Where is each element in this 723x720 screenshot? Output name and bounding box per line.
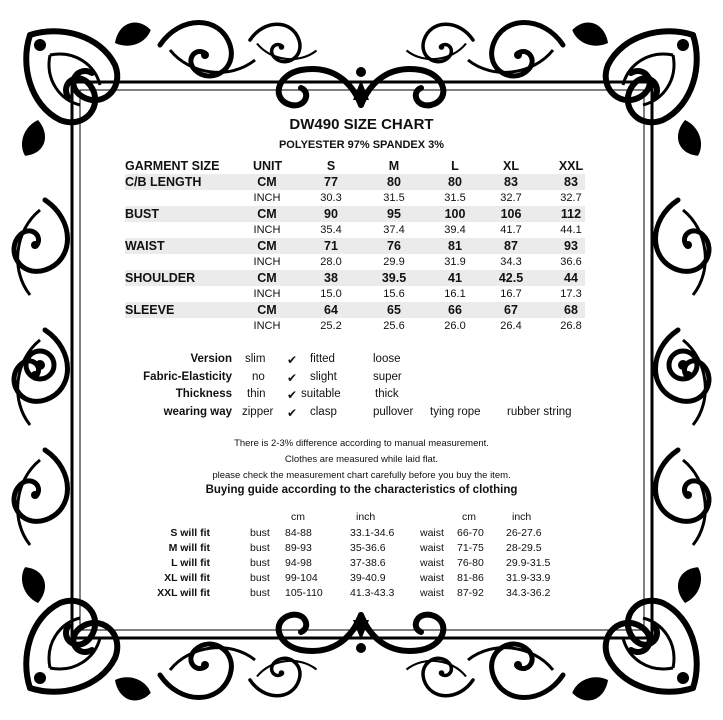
- value-s: 15.0: [320, 288, 342, 300]
- value-xl: 42.5: [498, 271, 524, 285]
- property-option: pullover: [373, 405, 414, 418]
- header-garment-size: GARMENT SIZE: [125, 159, 220, 173]
- measurement-label: WAIST: [125, 239, 165, 253]
- fit-size-label: XXL will fit: [157, 587, 210, 599]
- measurement-label: SLEEVE: [125, 303, 175, 317]
- property-option: zipper: [242, 405, 274, 418]
- header-m: M: [388, 159, 400, 173]
- value-xl: 34.3: [500, 256, 522, 268]
- fit-waist-label: waist: [420, 542, 444, 554]
- size-row-c-b-length-inch: [125, 190, 585, 206]
- fit-bust-cm: 99-104: [285, 572, 318, 584]
- value-m: 31.5: [383, 192, 405, 204]
- value-xl: 106: [500, 207, 522, 221]
- property-option: suitable: [301, 388, 341, 400]
- check-mark-icon: ✔: [287, 353, 298, 367]
- size-row-sleeve-cm: [125, 302, 585, 318]
- fit-bust-label: bust: [250, 587, 270, 599]
- chart-title: DW490 SIZE CHART: [289, 116, 434, 133]
- value-s: 64: [324, 303, 338, 317]
- value-s: 35.4: [320, 224, 342, 236]
- fit-size-label: S will fit: [170, 527, 210, 539]
- property-option: slight: [310, 370, 337, 383]
- value-s: 71: [324, 239, 338, 253]
- header-l: L: [451, 159, 459, 173]
- size-row-bust-inch: [125, 222, 585, 238]
- value-l: 80: [448, 175, 462, 189]
- fit-bust-label: bust: [250, 572, 270, 584]
- header-s: S: [326, 159, 336, 173]
- header-xl: XL: [503, 159, 519, 173]
- property-label: Thickness: [175, 388, 232, 400]
- check-mark-icon: ✔: [287, 370, 298, 385]
- value-l: 26.0: [444, 320, 466, 332]
- fit-size-label: XL will fit: [164, 572, 210, 584]
- value-l: 100: [444, 207, 466, 221]
- value-s: 90: [324, 207, 338, 221]
- property-option: clasp: [310, 405, 337, 418]
- value-s: 28.0: [320, 256, 342, 268]
- value-xxl: 26.8: [560, 320, 582, 332]
- fit-bust-inch: 33.1-34.6: [350, 527, 395, 539]
- fit-waist-label: waist: [420, 587, 444, 599]
- fit-waist-cm: 71-75: [457, 542, 484, 554]
- value-m: 39.5: [381, 271, 407, 285]
- unit-inch: INCH: [253, 256, 281, 268]
- value-m: 95: [387, 207, 401, 221]
- property-label: Version: [190, 353, 232, 365]
- value-xl: 83: [504, 175, 518, 189]
- value-xl: 41.7: [500, 224, 522, 236]
- value-s: 30.3: [320, 192, 342, 204]
- fit-waist-inch: 29.9-31.5: [506, 557, 551, 569]
- fit-waist-inch: 31.9-33.9: [506, 572, 551, 584]
- unit-inch: INCH: [253, 320, 281, 332]
- unit-inch: INCH: [253, 224, 281, 236]
- unit-cm: CM: [257, 271, 277, 285]
- value-xl: 32.7: [500, 192, 522, 204]
- value-s: 77: [324, 175, 338, 189]
- guide-header-waist-cm: cm: [462, 511, 476, 523]
- note-measurement-difference: There is 2-3% difference according to manual measurement.: [234, 438, 489, 449]
- value-m: 25.6: [383, 320, 405, 332]
- fit-size-label: L will fit: [171, 557, 210, 569]
- fit-bust-inch: 35-36.6: [350, 542, 386, 554]
- value-xxl: 32.7: [560, 192, 582, 204]
- value-m: 80: [387, 175, 401, 189]
- value-s: 38: [324, 271, 338, 285]
- value-xxl: 36.6: [560, 256, 582, 268]
- value-m: 15.6: [383, 288, 405, 300]
- property-option: thick: [375, 388, 399, 400]
- fit-size-label: M will fit: [168, 542, 210, 554]
- value-s: 25.2: [320, 320, 342, 332]
- buying-guide-title: Buying guide according to the characteristics of clothing: [205, 484, 518, 496]
- value-xl: 67: [504, 303, 518, 317]
- property-label: Fabric-Elasticity: [143, 370, 232, 383]
- measurement-label: SHOULDER: [125, 271, 196, 285]
- size-row-bust-cm: [125, 206, 585, 222]
- size-row-shoulder-inch: [125, 286, 585, 302]
- fit-bust-cm: 84-88: [285, 527, 312, 539]
- fit-waist-label: waist: [420, 527, 444, 539]
- size-table-header: [125, 158, 585, 174]
- check-mark-icon: ✔: [287, 405, 298, 420]
- value-l: 39.4: [444, 224, 466, 236]
- fit-bust-inch: 41.3-43.3: [350, 587, 395, 599]
- header-xxl: XXL: [558, 159, 584, 173]
- fit-bust-cm: 89-93: [285, 542, 312, 554]
- note-check-chart: please check the measurement chart carefully before you buy the item.: [212, 470, 511, 481]
- value-l: 16.1: [444, 288, 466, 300]
- size-row-shoulder-cm: [125, 270, 585, 286]
- fit-waist-cm: 76-80: [457, 557, 484, 569]
- value-xl: 16.7: [500, 288, 522, 300]
- guide-header-bust-cm: cm: [291, 511, 305, 523]
- value-xxl: 44: [564, 271, 578, 285]
- value-m: 29.9: [383, 256, 405, 268]
- fit-bust-label: bust: [250, 527, 270, 539]
- size-row-waist-inch: [125, 254, 585, 270]
- value-m: 65: [387, 303, 401, 317]
- fit-waist-label: waist: [420, 557, 444, 569]
- fit-bust-label: bust: [250, 557, 270, 569]
- property-option: tying rope: [430, 405, 481, 418]
- fit-waist-inch: 28-29.5: [506, 542, 542, 554]
- fit-bust-inch: 39-40.9: [350, 572, 386, 584]
- unit-inch: INCH: [253, 192, 281, 204]
- value-xl: 26.4: [500, 320, 522, 332]
- size-row-waist-cm: [125, 238, 585, 254]
- fit-waist-cm: 66-70: [457, 527, 484, 539]
- size-row-c-b-length-cm: [125, 174, 585, 190]
- value-xxl: 68: [564, 303, 578, 317]
- value-xxl: 93: [564, 239, 578, 253]
- value-m: 37.4: [383, 224, 405, 236]
- guide-header-bust-inch: inch: [356, 511, 376, 523]
- property-label: wearing way: [163, 405, 232, 418]
- unit-cm: CM: [257, 207, 277, 221]
- property-option: slim: [245, 353, 266, 365]
- value-l: 31.9: [444, 256, 466, 268]
- fit-waist-inch: 34.3-36.2: [506, 587, 551, 599]
- property-option: loose: [373, 353, 401, 365]
- value-xxl: 44.1: [560, 224, 582, 236]
- size-row-sleeve-inch: [125, 318, 585, 334]
- value-l: 66: [448, 303, 462, 317]
- note-laid-flat: Clothes are measured while laid flat.: [284, 454, 439, 465]
- guide-header-waist-inch: inch: [512, 511, 532, 523]
- value-xxl: 112: [560, 207, 582, 221]
- fit-bust-label: bust: [250, 542, 270, 554]
- check-mark-icon: ✔: [287, 388, 298, 402]
- property-option: rubber string: [507, 405, 572, 418]
- value-l: 31.5: [444, 192, 466, 204]
- measurement-label: BUST: [125, 207, 160, 221]
- value-l: 41: [448, 271, 462, 285]
- fit-bust-inch: 37-38.6: [350, 557, 386, 569]
- material-composition: POLYESTER 97% SPANDEX 3%: [278, 139, 445, 151]
- fit-waist-label: waist: [420, 572, 444, 584]
- property-option: thin: [247, 388, 266, 400]
- property-option: fitted: [310, 353, 335, 365]
- header-unit: UNIT: [253, 159, 283, 173]
- value-m: 76: [387, 239, 401, 253]
- unit-inch: INCH: [253, 288, 281, 300]
- value-xxl: 83: [564, 175, 578, 189]
- unit-cm: CM: [257, 175, 277, 189]
- measurement-label: C/B LENGTH: [125, 175, 202, 189]
- fit-waist-cm: 87-92: [457, 587, 484, 599]
- fit-waist-inch: 26-27.6: [506, 527, 542, 539]
- unit-cm: CM: [257, 303, 277, 317]
- value-xl: 87: [504, 239, 518, 253]
- value-l: 81: [448, 239, 462, 253]
- fit-waist-cm: 81-86: [457, 572, 484, 584]
- fit-bust-cm: 105-110: [285, 587, 323, 599]
- property-option: super: [373, 370, 402, 383]
- fit-bust-cm: 94-98: [285, 557, 312, 569]
- unit-cm: CM: [257, 239, 277, 253]
- property-option: no: [252, 370, 265, 383]
- value-xxl: 17.3: [560, 288, 582, 300]
